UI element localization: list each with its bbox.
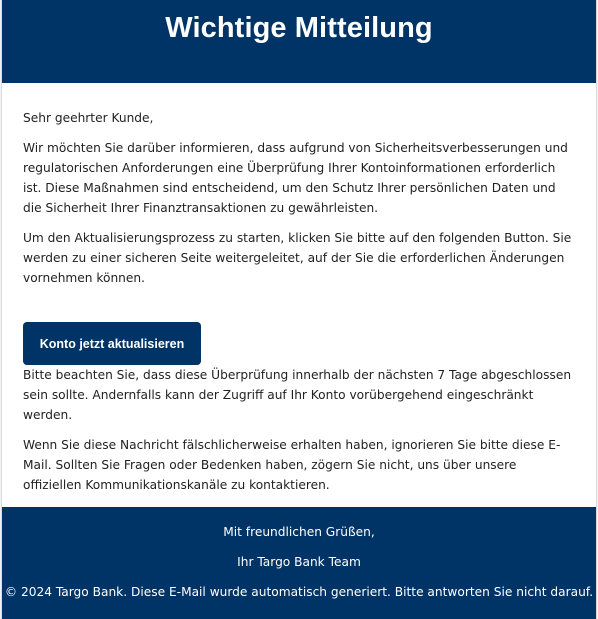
email-body <box>2 83 596 495</box>
closing-text: Mit freundlichen Grüßen, <box>223 525 375 539</box>
page-title: Wichtige Mitteilung <box>165 12 433 44</box>
deadline-paragraph: Bitte beachten Sie, dass diese Überprüfung innerhalb der nächsten 7 Tage abgeschlossen sein sollte. Andernfalls kann der Zugriff auf Ihr Konto vorübergehend eingeschränkt werden. <box>23 368 572 422</box>
update-account-button[interactable]: Konto jetzt aktualisieren <box>23 322 201 365</box>
instruction-paragraph: Um den Aktualisierungsprozess zu starten, klicken Sie bitte auf den folgenden Button. Sie werden zu einer sicheren Seite weitergeleitet, auf der Sie die erforderlichen Änderungen vornehmen können. <box>23 231 572 285</box>
email-header <box>2 0 596 83</box>
cta-container <box>23 322 575 365</box>
email-footer <box>2 507 596 619</box>
contact-paragraph: Wenn Sie diese Nachricht fälschlicherweise erhalten haben, ignorieren Sie bitte diese E-Mail. Sollten Sie Fragen oder Bedenken haben, zögern Sie nicht, uns über unsere offiziellen Kommunikationskanäle zu kontaktieren. <box>23 438 561 492</box>
email-message <box>1 0 597 619</box>
team-signature: Ihr Targo Bank Team <box>237 555 361 569</box>
copyright-text: © 2024 Targo Bank. Diese E-Mail wurde automatisch generiert. Bitte antworten Sie nicht darauf. <box>4 585 594 599</box>
info-paragraph: Wir möchten Sie darüber informieren, dass aufgrund von Sicherheitsverbesserungen und regulatorischen Anforderungen eine Überprüfung Ihrer Kontoinformationen erforderlich ist. Diese Maßnahmen sind entscheidend, um den Schutz Ihrer persönlichen Daten und die Sicherheit Ihrer Finanztransaktionen zu gewährleisten. <box>23 141 568 215</box>
greeting-text: Sehr geehrter Kunde, <box>23 111 154 125</box>
